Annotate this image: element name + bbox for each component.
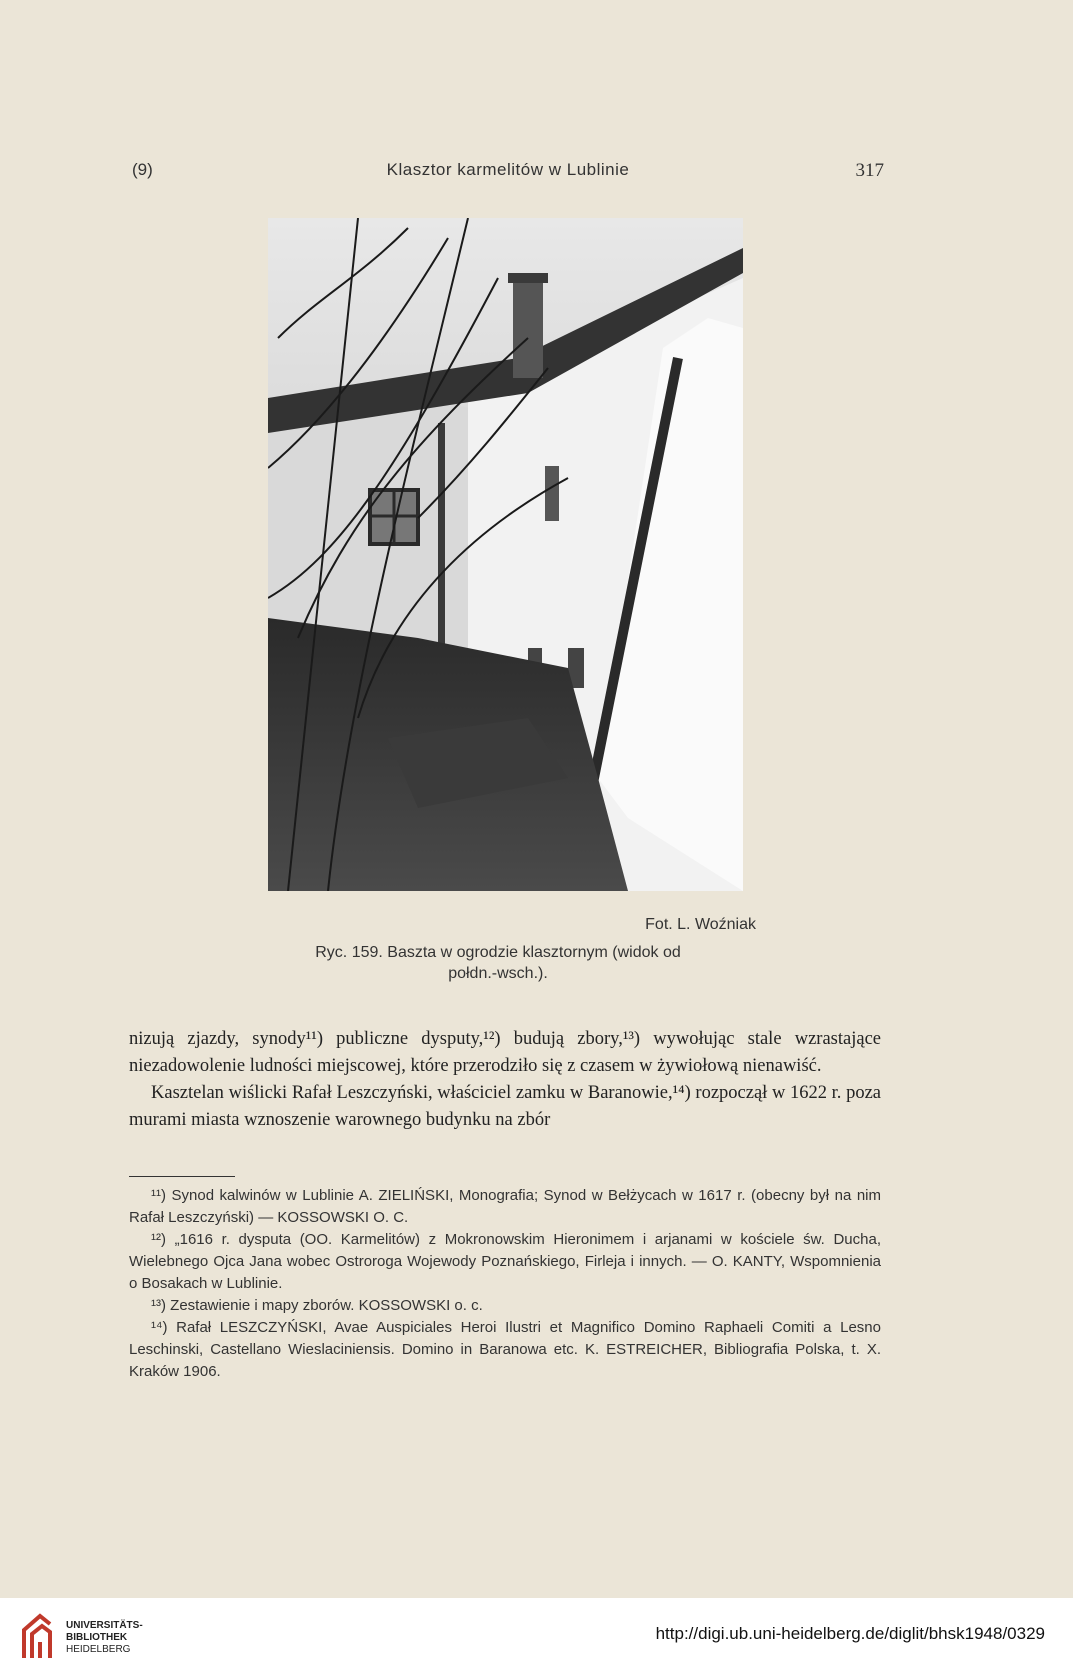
library-name-line: UNIVERSITÄTS- (66, 1620, 143, 1631)
running-title: Klasztor karmelitów w Lublinie (386, 160, 630, 179)
footnotes (129, 1185, 881, 1383)
page-number: 317 (855, 160, 884, 181)
library-logo-icon (20, 1612, 60, 1662)
library-name-line: BIBLIOTHEK (66, 1632, 128, 1643)
photo-credit: Fot. L. Woźniak (645, 916, 756, 933)
body-text (129, 1026, 881, 1134)
footnote: ¹³) Zestawienie i mapy zborów. KOSSOWSKI o. c. (151, 1297, 483, 1314)
footnote: ¹¹) Synod kalwinów w Lublinie A. ZIELIŃSKI, Monografia; Synod w Bełżycach w 1617 r. (obecny był na nim Rafał Leszczyński) — KOSSOWSKI O. C. (129, 1187, 881, 1226)
library-name (66, 1620, 143, 1656)
paragraph: nizują zjazdy, synody¹¹) publiczne dysputy,¹²) budują zbory,¹³) wywołując stale wzrastające niezadowolenie ludności miejscowej, które przerodziło się z czasem w żywiołową nienawiść. (129, 1029, 881, 1076)
footnote: ¹²) „1616 r. dysputa (OO. Karmelitów) z Mokronowskim Hieronimem i arjanami w kościele św. Ducha, Wielebnego Ojca Jana wobec Ostroroga Wojewody Poznańskiego, Firleja i innych. — O. KANTY, Wspomnienia o Bosakach w Lublinie. (129, 1231, 881, 1292)
paragraph: Kasztelan wiślicki Rafał Leszczyński, właściciel zamku w Baranowie,¹⁴) rozpoczął w 1622 r. poza murami miasta wznoszenie warownego budynku na zbór (129, 1083, 881, 1130)
photograph-tower (268, 218, 743, 891)
library-name-line: HEIDELBERG (66, 1644, 131, 1655)
chapter-number: (9) (132, 160, 153, 179)
figure-caption (240, 942, 756, 984)
footnote-divider (129, 1176, 235, 1177)
library-footer (0, 1598, 1073, 1675)
footnote: ¹⁴) Rafał LESZCZYŃSKI, Avae Auspiciales Heroi Ilustri et Magnifico Domino Raphaeli Comiti a Lesno Leschinski, Castellano Wieslaciniensis. Domino in Baranowa etc. K. ESTREICHER, Bibliografia Polska, t. X. Kraków 1906. (129, 1319, 881, 1380)
caption-line: Ryc. 159. Baszta w ogrodzie klasztornym (widok od (315, 944, 681, 961)
permalink-url[interactable]: http://digi.ub.uni-heidelberg.de/diglit/bhsk1948/0329 (655, 1624, 1045, 1643)
caption-line: połdn.-wsch.). (448, 965, 548, 982)
